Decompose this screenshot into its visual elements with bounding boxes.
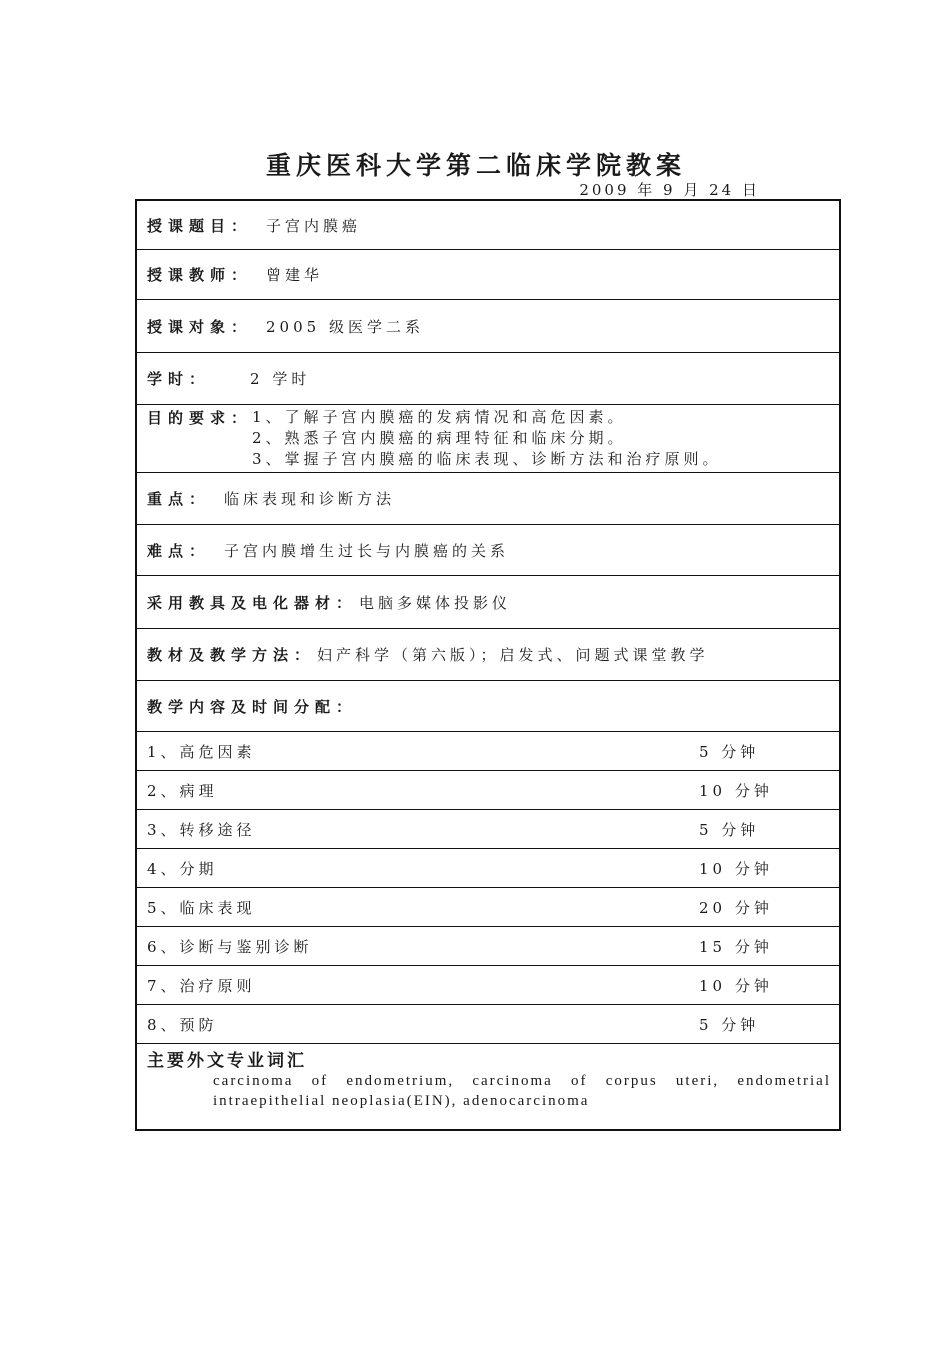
difficulties-value: 子宫内膜增生过长与内膜癌的关系 <box>224 541 510 560</box>
audience-label: 授课对象： <box>147 317 253 336</box>
key-points-label: 重点： <box>147 490 211 508</box>
teacher-value: 曾建华 <box>266 266 324 284</box>
subject-value: 子宫内膜癌 <box>266 216 362 235</box>
item-time: 5 分钟 <box>699 1015 760 1034</box>
item-topic: 2、病理 <box>147 781 218 800</box>
row-key-points <box>137 473 839 525</box>
subject-label: 授课题目： <box>147 216 253 235</box>
audience-value: 2005 级医学二系 <box>266 317 424 336</box>
item-topic: 5、临床表现 <box>147 898 256 917</box>
item-topic: 7、治疗原则 <box>147 976 256 995</box>
item-time: 5 分钟 <box>699 742 760 761</box>
hours-value: 2 学时 <box>250 370 311 388</box>
item-topic: 1、高危因素 <box>147 742 256 761</box>
item-time: 10 分钟 <box>699 976 773 995</box>
vocabulary-title: 主要外文专业词汇 <box>147 1051 307 1071</box>
row-method <box>137 629 839 681</box>
item-time: 20 分钟 <box>699 898 773 917</box>
row-tools <box>137 576 839 629</box>
key-points-value: 临床表现和诊断方法 <box>224 490 396 508</box>
tools-label: 采用教具及电化器材： <box>147 593 358 612</box>
row-content-header <box>137 681 839 732</box>
page-title: 重庆医科大学第二临床学院教案 <box>265 151 686 180</box>
objectives-list <box>252 407 722 470</box>
teacher-label: 授课教师： <box>147 266 253 284</box>
row-hours <box>137 353 839 405</box>
content-item <box>137 732 839 771</box>
method-label: 教材及教学方法： <box>147 646 316 664</box>
item-time: 5 分钟 <box>699 820 760 839</box>
tools-value: 电脑多媒体投影仪 <box>359 593 512 612</box>
item-time: 10 分钟 <box>699 859 773 878</box>
content-item <box>137 888 839 927</box>
item-time: 10 分钟 <box>699 781 773 800</box>
lesson-plan-table <box>135 199 841 1131</box>
row-difficulties <box>137 525 839 576</box>
content-label: 教学内容及时间分配： <box>147 697 358 716</box>
row-teacher <box>137 250 839 300</box>
method-value: 妇产科学（第六版）；启发式、问题式课堂教学 <box>317 646 709 664</box>
content-item <box>137 849 839 888</box>
item-topic: 4、分期 <box>147 859 218 878</box>
objectives-block <box>147 405 722 470</box>
difficulties-label: 难点： <box>147 541 211 560</box>
content-item <box>137 927 839 966</box>
item-topic: 6、诊断与鉴别诊断 <box>147 937 313 956</box>
row-vocabulary <box>137 1044 839 1129</box>
row-objectives <box>137 405 839 473</box>
lesson-date: 2009 年 9 月 24 日 <box>579 181 760 199</box>
objective-item: 3、掌握子宫内膜癌的临床表现、诊断方法和治疗原则。 <box>252 450 722 468</box>
content-item <box>137 966 839 1005</box>
content-item <box>137 810 839 849</box>
row-audience <box>137 300 839 353</box>
item-topic: 3、转移途径 <box>147 820 256 839</box>
item-topic: 8、预防 <box>147 1015 218 1034</box>
content-item <box>137 1005 839 1044</box>
hours-label: 学时： <box>147 370 211 388</box>
objectives-label: 目的要求： <box>147 409 253 427</box>
vocabulary-text: carcinoma of endometrium, carcinoma of corpus uteri, endometrial intraepithelial neoplasia(EIN), adenocarcinoma <box>213 1073 831 1109</box>
content-item <box>137 771 839 810</box>
item-time: 15 分钟 <box>699 937 773 956</box>
objective-item: 2、熟悉子宫内膜癌的病理特征和临床分期。 <box>252 429 627 447</box>
objective-item: 1、了解子宫内膜癌的发病情况和高危因素。 <box>252 408 627 426</box>
row-subject <box>137 201 839 250</box>
